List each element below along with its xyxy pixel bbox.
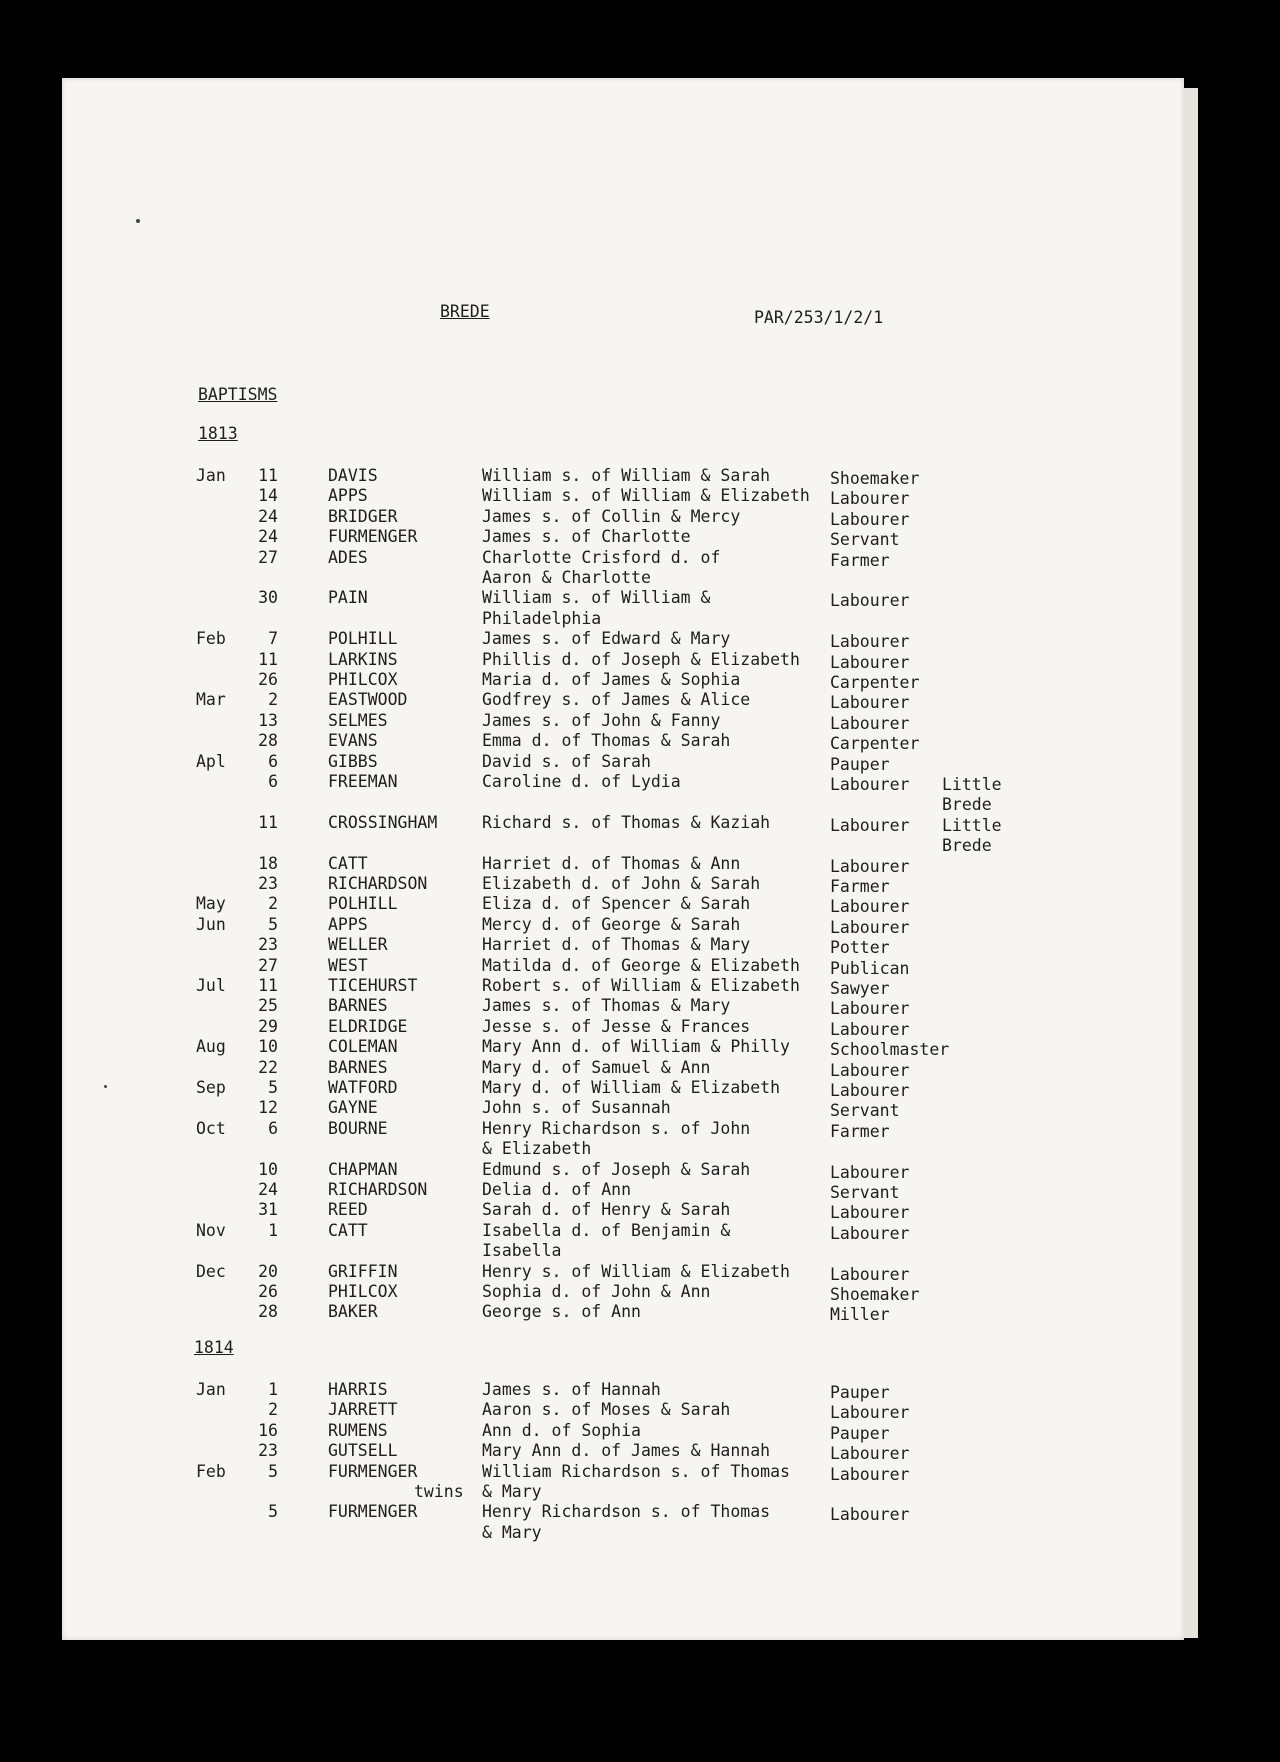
entry-month: Jan	[196, 1380, 226, 1399]
entry-surname: EASTWOOD	[328, 690, 408, 710]
entry-surname: FURMENGER	[328, 1502, 418, 1522]
register-entry	[0, 731, 1280, 754]
entry-surname: FURMENGER	[328, 1461, 418, 1481]
entry-surname: RICHARDSON	[328, 874, 428, 893]
register-entry	[0, 1302, 1280, 1325]
entry-surname: DAVIS	[328, 466, 378, 485]
entry-month: Aug	[196, 1037, 226, 1057]
register-entry	[0, 956, 1280, 976]
entry-surname: BARNES	[328, 1057, 388, 1077]
entry-month: Feb	[196, 1461, 226, 1481]
entry-occupation: Carpenter	[830, 734, 920, 754]
entry-occupation: Labourer	[830, 815, 910, 835]
entry-surname: BRIDGER	[328, 506, 398, 526]
register-entry	[0, 1037, 1280, 1060]
entry-surname: APPS	[328, 486, 368, 506]
entry-day: 23	[258, 1441, 278, 1461]
entry-details: Robert s. of William & Elizabeth	[482, 976, 800, 995]
entry-details: & Mary	[482, 1481, 542, 1501]
entry-surname: CATT	[328, 1220, 368, 1240]
entry-note: twins	[414, 1481, 464, 1501]
entry-details: Aaron & Charlotte	[482, 567, 651, 587]
entry-month: Mar	[196, 690, 226, 710]
entry-surname: FURMENGER	[328, 527, 418, 547]
register-entry	[0, 1220, 1280, 1261]
entry-occupation: Pauper	[830, 1423, 890, 1443]
entry-details: Mary d. of William & Elizabeth	[482, 1078, 781, 1097]
entry-occupation: Labourer	[830, 1019, 910, 1039]
register-entry	[0, 1160, 1280, 1180]
entry-day: 27	[258, 955, 278, 975]
entry-surname: GUTSELL	[328, 1441, 398, 1461]
entry-day: 28	[258, 731, 278, 751]
register-entry	[0, 854, 1280, 874]
entry-details: James s. of Charlotte	[482, 527, 691, 547]
entry-details: Isabella	[482, 1241, 562, 1261]
entry-day: 1	[268, 1220, 278, 1240]
entry-month: Nov	[196, 1220, 226, 1240]
entry-details: Matilda d. of George & Elizabeth	[482, 955, 800, 975]
entry-occupation: Pauper	[830, 1383, 890, 1402]
year-heading: 1813	[198, 424, 238, 443]
entry-day: 13	[258, 710, 278, 730]
register-entry	[0, 1282, 1280, 1302]
entry-occupation: Labourer	[830, 1444, 910, 1464]
entry-occupation: Farmer	[830, 550, 890, 570]
entry-occupation: Shoemaker	[830, 1285, 920, 1304]
entry-details: Isabella d. of Benjamin &	[482, 1220, 731, 1240]
entry-day: 29	[258, 1016, 278, 1036]
entry-details: Ann d. of Sophia	[482, 1420, 641, 1440]
entry-surname: RICHARDSON	[328, 1180, 428, 1199]
register-entry	[0, 527, 1280, 550]
register-entry	[0, 1461, 1280, 1501]
entry-details: Maria d. of James & Sophia	[482, 670, 741, 689]
entry-details: James s. of Edward & Mary	[482, 629, 731, 649]
entry-details: Sophia d. of John & Ann	[482, 1282, 711, 1301]
register-entry	[0, 894, 1280, 917]
entry-surname: PHILCOX	[328, 1282, 398, 1301]
entry-occupation: Labourer	[830, 489, 910, 509]
entry-day: 11	[258, 976, 278, 995]
entry-details: William s. of William & Elizabeth	[482, 486, 810, 506]
entry-day: 11	[258, 466, 278, 485]
entry-occupation: Labourer	[830, 1403, 910, 1423]
entry-surname: APPS	[328, 914, 368, 934]
entry-month: Jul	[196, 976, 226, 995]
entry-day: 6	[268, 1118, 278, 1138]
entry-occupation: Labourer	[830, 1223, 910, 1243]
entry-details: Henry Richardson s. of John	[482, 1118, 751, 1138]
entry-surname: POLHILL	[328, 629, 398, 649]
entry-day: 24	[258, 527, 278, 547]
entry-occupation: Farmer	[830, 1121, 890, 1141]
entry-day: 7	[268, 629, 278, 649]
entry-day: 11	[258, 649, 278, 669]
entry-details: Jesse s. of Jesse & Frances	[482, 1016, 751, 1036]
entry-details: Henry Richardson s. of Thomas	[482, 1502, 771, 1522]
entry-surname: WATFORD	[328, 1078, 398, 1097]
entry-month: Dec	[196, 1261, 226, 1281]
entry-day: 12	[258, 1098, 278, 1118]
register-entry	[0, 1262, 1280, 1282]
register-entry	[0, 588, 1280, 628]
entry-details: William s. of William & Sarah	[482, 466, 771, 485]
entry-details: Emma d. of Thomas & Sarah	[482, 731, 731, 751]
entry-month: Feb	[196, 629, 226, 649]
entry-month: Apl	[196, 751, 226, 771]
register-entry	[0, 915, 1280, 935]
entry-details: Mercy d. of George & Sarah	[482, 914, 741, 934]
register-entry	[0, 1441, 1280, 1464]
entry-details: Delia d. of Ann	[482, 1180, 632, 1199]
entry-occupation: Potter	[830, 938, 890, 958]
entry-details: James s. of Hannah	[482, 1380, 661, 1399]
entry-occupation: Labourer	[830, 999, 910, 1019]
register-entry	[0, 507, 1280, 527]
entry-occupation: Carpenter	[830, 673, 920, 692]
entry-occupation: Labourer	[830, 1162, 910, 1182]
entry-details: Mary Ann d. of James & Hannah	[482, 1441, 771, 1461]
entry-day: 26	[258, 670, 278, 689]
entry-day: 2	[268, 690, 278, 710]
entry-occupation: Labourer	[830, 1464, 910, 1484]
register-entry	[0, 711, 1280, 731]
entry-surname: FREEMAN	[328, 772, 398, 791]
entry-day: 16	[258, 1420, 278, 1440]
entry-month: Sep	[196, 1078, 226, 1097]
entry-month: Jan	[196, 466, 226, 485]
entry-details: Edmund s. of Joseph & Sarah	[482, 1159, 751, 1179]
entry-place: Little	[942, 815, 1002, 835]
entry-occupation: Farmer	[830, 877, 890, 896]
register-entry	[0, 1380, 1280, 1400]
section-title: BAPTISMS	[198, 385, 278, 404]
register-entry	[0, 650, 1280, 670]
entry-day: 31	[258, 1200, 278, 1220]
entry-details: Aaron s. of Moses & Sarah	[482, 1400, 731, 1420]
entry-occupation: Publican	[830, 958, 910, 978]
register-entry	[0, 1200, 1280, 1223]
entry-details: James s. of John & Fanny	[482, 710, 721, 730]
entry-details: David s. of Sarah	[482, 751, 651, 771]
year-heading: 1814	[194, 1338, 234, 1357]
entry-occupation: Labourer	[830, 1060, 910, 1080]
entry-surname: POLHILL	[328, 894, 398, 914]
register-entry	[0, 874, 1280, 894]
register-entry	[0, 1400, 1280, 1423]
entry-surname: JARRETT	[328, 1400, 398, 1420]
entry-day: 20	[258, 1261, 278, 1281]
entry-day: 27	[258, 547, 278, 567]
entry-day: 5	[268, 1461, 278, 1481]
register-entry	[0, 1058, 1280, 1078]
entry-occupation: Labourer	[830, 632, 910, 652]
entry-occupation: Labourer	[830, 713, 910, 733]
entry-day: 26	[258, 1282, 278, 1301]
entry-details: William s. of William &	[482, 588, 711, 608]
entry-month: May	[196, 894, 226, 914]
entry-day: 2	[268, 894, 278, 914]
entry-occupation: Schoolmaster	[830, 1040, 950, 1060]
entry-surname: WELLER	[328, 935, 388, 955]
reference-number: PAR/253/1/2/1	[754, 308, 884, 327]
entry-day: 28	[258, 1302, 278, 1322]
entry-occupation: Shoemaker	[830, 469, 920, 488]
entry-occupation: Labourer	[830, 775, 910, 794]
entry-surname: GIBBS	[328, 751, 378, 771]
entry-occupation: Labourer	[830, 1264, 910, 1284]
entry-day: 14	[258, 486, 278, 506]
entry-details: Phillis d. of Joseph & Elizabeth	[482, 649, 800, 669]
register-entry	[0, 935, 1280, 958]
entry-details: Henry s. of William & Elizabeth	[482, 1261, 790, 1281]
entry-occupation: Miller	[830, 1305, 890, 1325]
entry-month: Jun	[196, 914, 226, 934]
entry-details: Harriet d. of Thomas & Mary	[482, 935, 751, 955]
entry-day: 24	[258, 1180, 278, 1199]
register-entry	[0, 629, 1280, 652]
entry-occupation: Labourer	[830, 1203, 910, 1223]
entry-surname: COLEMAN	[328, 1037, 398, 1057]
entry-place: Little	[942, 775, 1002, 794]
entry-details: Harriet d. of Thomas & Ann	[482, 853, 741, 873]
register-entry	[0, 752, 1280, 772]
entry-details: John s. of Susannah	[482, 1098, 671, 1118]
entry-surname: RUMENS	[328, 1420, 388, 1440]
entry-day: 30	[258, 588, 278, 608]
entry-surname: PHILCOX	[328, 670, 398, 689]
entry-surname: PAIN	[328, 588, 368, 608]
entry-occupation: Sawyer	[830, 979, 890, 998]
entry-day: 6	[268, 772, 278, 791]
entry-surname: LARKINS	[328, 649, 398, 669]
entry-occupation: Servant	[830, 1101, 900, 1121]
register-entry	[0, 466, 1280, 486]
register-entry	[0, 1017, 1280, 1037]
register-entry	[0, 1078, 1280, 1098]
entry-details: Elizabeth d. of John & Sarah	[482, 874, 761, 893]
entry-day: 5	[268, 914, 278, 934]
entry-day: 24	[258, 506, 278, 526]
entry-occupation: Labourer	[830, 509, 910, 529]
entry-details: Richard s. of Thomas & Kaziah	[482, 812, 771, 832]
register-entry	[0, 1502, 1280, 1542]
entry-occupation: Labourer	[830, 693, 910, 713]
entry-surname: ELDRIDGE	[328, 1016, 408, 1036]
entry-month: Oct	[196, 1118, 226, 1138]
entry-surname: GAYNE	[328, 1098, 378, 1118]
entry-details: & Mary	[482, 1522, 542, 1542]
entry-occupation: Labourer	[830, 917, 910, 937]
entry-occupation: Servant	[830, 1183, 900, 1202]
register-entry	[0, 772, 1280, 815]
register-entry	[0, 812, 1280, 856]
entry-day: 18	[258, 853, 278, 873]
entry-details: Mary d. of Samuel & Ann	[482, 1057, 711, 1077]
entry-details: James s. of Collin & Mercy	[482, 506, 741, 526]
entry-day: 10	[258, 1159, 278, 1179]
register-entry	[0, 670, 1280, 690]
entry-occupation: Servant	[830, 530, 900, 550]
entry-day: 6	[268, 751, 278, 771]
entry-day: 1	[268, 1380, 278, 1399]
entry-place: Brede	[942, 795, 992, 815]
register-entry	[0, 1098, 1280, 1121]
register-entry	[0, 486, 1280, 509]
entry-occupation: Labourer	[830, 1505, 910, 1525]
entry-surname: REED	[328, 1200, 368, 1220]
speck-mark	[136, 219, 140, 223]
entry-occupation: Labourer	[830, 1081, 910, 1100]
entry-surname: TICEHURST	[328, 976, 418, 995]
entry-surname: WEST	[328, 955, 368, 975]
entry-details: James s. of Thomas & Mary	[482, 996, 731, 1016]
entry-surname: CROSSINGHAM	[328, 812, 438, 832]
entry-surname: CATT	[328, 853, 368, 873]
entry-place: Brede	[942, 836, 992, 856]
entry-details: & Elizabeth	[482, 1139, 592, 1159]
entry-details: William Richardson s. of Thomas	[482, 1461, 790, 1481]
entry-details: Sarah d. of Henry & Sarah	[482, 1200, 731, 1220]
entry-day: 11	[258, 812, 278, 832]
entry-details: Mary Ann d. of William & Philly	[482, 1037, 790, 1057]
entry-occupation: Pauper	[830, 754, 890, 774]
entry-surname: ADES	[328, 547, 368, 567]
entry-surname: BOURNE	[328, 1118, 388, 1138]
register-entry	[0, 1180, 1280, 1200]
entry-surname: GRIFFIN	[328, 1261, 398, 1281]
entry-surname: BAKER	[328, 1302, 378, 1322]
register-entry	[0, 547, 1280, 587]
entry-day: 22	[258, 1057, 278, 1077]
entry-day: 2	[268, 1400, 278, 1420]
register-entry	[0, 976, 1280, 996]
register-entry	[0, 1118, 1280, 1159]
entry-day: 5	[268, 1502, 278, 1522]
entry-occupation: Labourer	[830, 652, 910, 672]
register-entry	[0, 996, 1280, 1019]
entry-occupation: Labourer	[830, 897, 910, 917]
parish-title: BREDE	[440, 302, 490, 321]
entry-day: 25	[258, 996, 278, 1016]
entry-surname: HARRIS	[328, 1380, 388, 1399]
entry-details: George s. of Ann	[482, 1302, 641, 1322]
entry-details: Eliza d. of Spencer & Sarah	[482, 894, 751, 914]
entry-day: 10	[258, 1037, 278, 1057]
entry-occupation: Labourer	[830, 856, 910, 876]
entry-details: Philadelphia	[482, 608, 602, 628]
entry-surname: BARNES	[328, 996, 388, 1016]
entry-day: 5	[268, 1078, 278, 1097]
entry-day: 23	[258, 874, 278, 893]
entry-day: 23	[258, 935, 278, 955]
entry-details: Caroline d. of Lydia	[482, 772, 681, 791]
entry-details: Godfrey s. of James & Alice	[482, 690, 751, 710]
register-entry	[0, 1421, 1280, 1441]
entry-surname: EVANS	[328, 731, 378, 751]
register-entry	[0, 690, 1280, 713]
entry-surname: CHAPMAN	[328, 1159, 398, 1179]
entry-details: Charlotte Crisford d. of	[482, 547, 721, 567]
entry-surname: SELMES	[328, 710, 388, 730]
entry-occupation: Labourer	[830, 591, 910, 611]
